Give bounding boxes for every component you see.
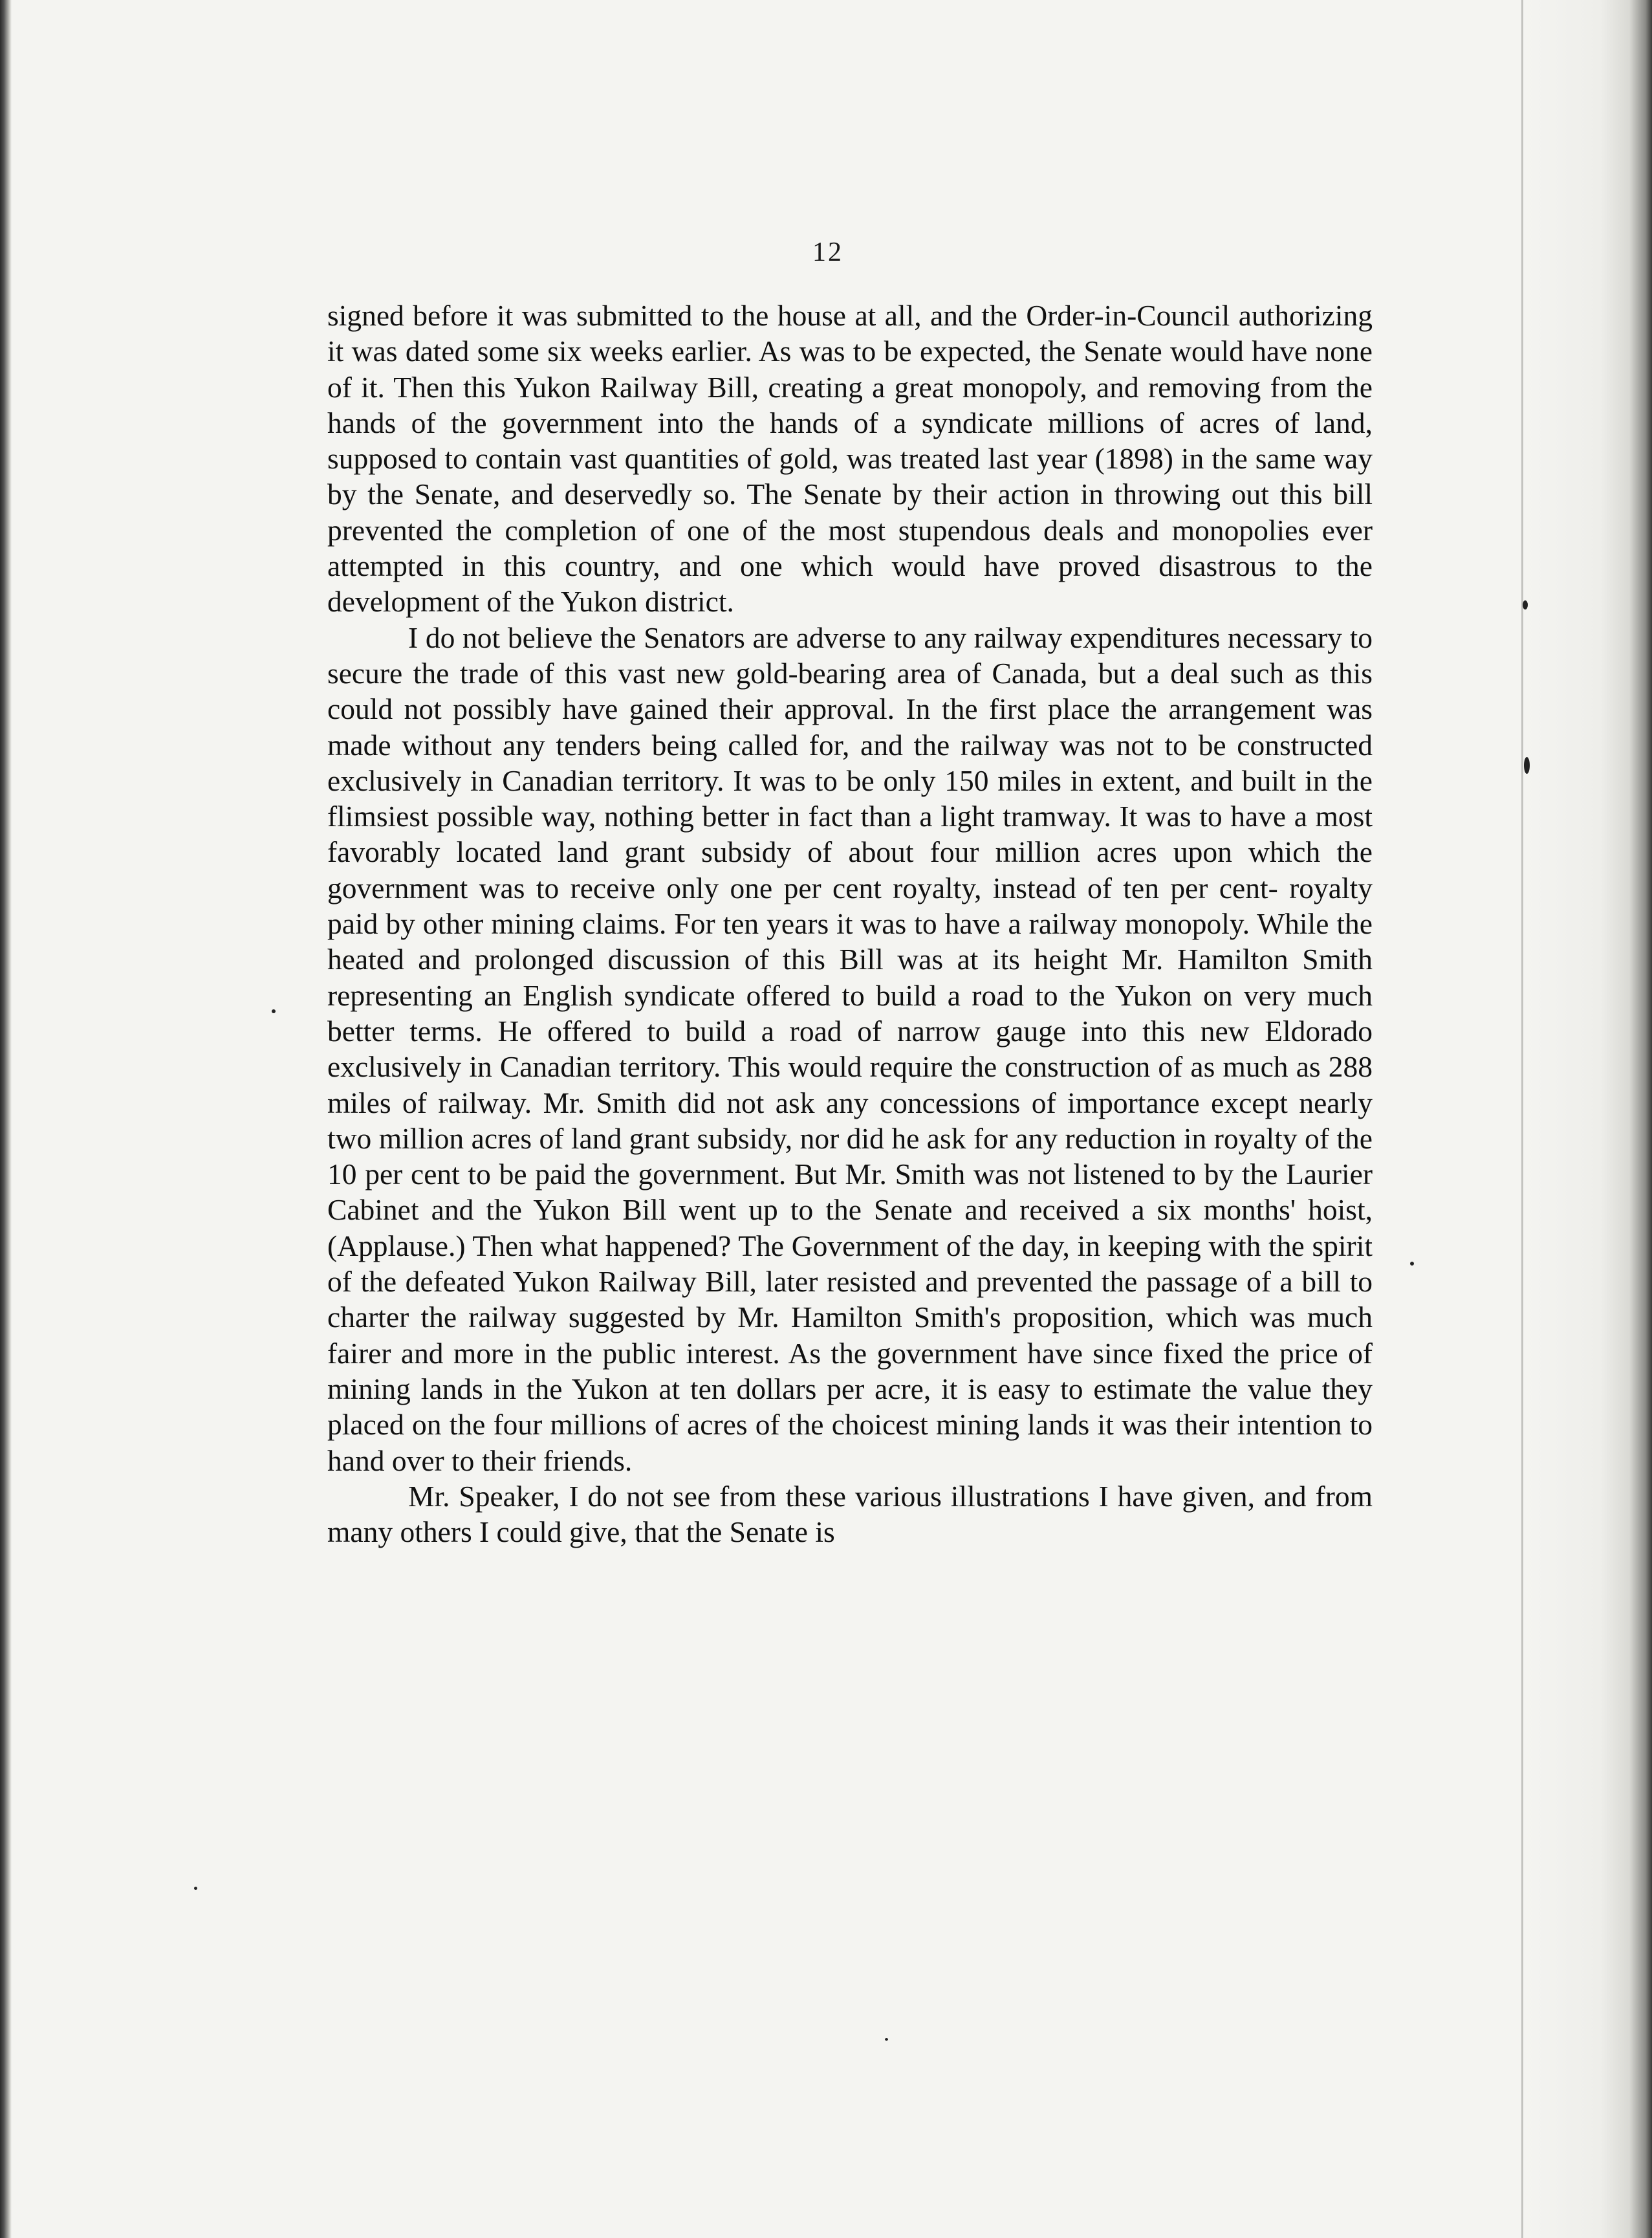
body-text bbox=[327, 298, 1373, 1550]
page-left-binding-edge bbox=[0, 0, 12, 2238]
scan-speck bbox=[194, 1887, 197, 1890]
page-number: 12 bbox=[812, 237, 843, 267]
page-fold-line bbox=[1521, 0, 1523, 2238]
scan-speck bbox=[1523, 600, 1528, 609]
scan-speck bbox=[1410, 1262, 1414, 1266]
paragraph-2: I do not believe the Senators are adverse to any railway expenditures necessary to secure the trade of this vast new gold-bearing area of Canada, but a deal such as this could not possibly have gained their approval. In the first place the arrangement was made without any tenders being called for, and the railway was not to be constructed exclusively in Canadian territory. It was to be only 150 miles in extent, and built in the flimsiest possible way, nothing better in fact than a light tramway. It was to have a most favorably located land grant subsidy of about four million acres upon which the government was to receive only one per cent royalty, instead of ten per cent- royalty paid by other mining claims. For ten years it was to have a railway monopoly. While the heated and prolonged discussion of this Bill was at its height Mr. Hamilton Smith representing an English syndicate offered to build a road to the Yukon on very much better terms. He offered to build a road of narrow gauge into this new Eldorado exclusively in Canadian territory. This would require the construction of as much as 288 miles of railway. Mr. Smith did not ask any concessions of importance except nearly two million acres of land grant subsidy, nor did he ask for any reduction in royalty of the 10 per cent to be paid the government. But Mr. Smith was not listened to by the Laurier Cabinet and the Yukon Bill went up to the Senate and received a six months' hoist, (Applause.) Then what happened? The Government of the day, in keeping with the spirit of the defeated Yukon Railway Bill, later resisted and prevented the passage of a bill to charter the railway suggested by Mr. Hamilton Smith's proposition, which was much fairer and more in the public interest. As the government have since fixed the price of mining lands in the Yukon at ten dollars per acre, it is easy to estimate the value they placed on the four millions of acres of the choicest mining lands it was their intention to hand over to their friends. bbox=[327, 620, 1373, 1477]
scan-speck bbox=[885, 2038, 888, 2041]
page-right-shadow-edge bbox=[1523, 0, 1652, 2238]
paragraph-3: Mr. Speaker, I do not see from these various illustrations I have given, and from many others I could give, that the Senate is bbox=[327, 1479, 1373, 1549]
scan-speck bbox=[1524, 757, 1530, 774]
scan-speck bbox=[272, 1009, 276, 1013]
paragraph-1: signed before it was submitted to the house at all, and the Order-in-Council authorizing it was dated some six weeks earlier. As was to be expected, the Senate would have none of it. Then this Yukon Railway Bill, creating a great monopoly, and removing from the hands of the government into the hands of a syndicate millions of acres of land, supposed to contain vast quantities of gold, was treated last year (1898) in the same way by the Senate, and deservedly so. The Senate by their action in throwing out this bill prevented the completion of one of the most stupendous deals and monopolies ever attempted in this country, and one which would have proved disastrous to the development of the Yukon district. bbox=[327, 299, 1373, 619]
